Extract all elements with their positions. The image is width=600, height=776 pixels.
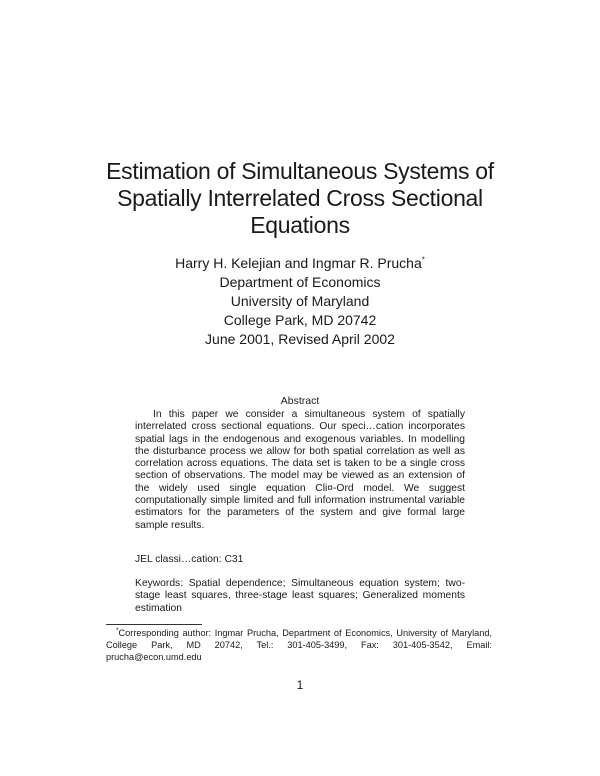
paper-date: June 2001, Revised April 2002	[205, 331, 395, 347]
footnote	[106, 627, 492, 664]
title-line-1: Estimation of Simultaneous Systems of	[106, 158, 494, 184]
footnote-text: Corresponding author: Ingmar Prucha, Department of Economics, University of Maryland, College Park, MD 20742, Tel.: 301-405-3499, Fax: 301-405-3542, Email: prucha@econ.umd.edu	[106, 628, 492, 663]
author-footnote-marker: *	[421, 255, 425, 265]
title-line-3: Equations	[250, 212, 350, 238]
abstract-body	[135, 409, 465, 532]
keywords: Keywords: Spatial dependence; Simultaneous equation system; two-stage least squares, three-stage least squares; Generalized moments estimation	[135, 578, 465, 614]
abstract-text: In this paper we consider a simultaneous system of spatially interrelated cross sectional equations. Our speci…cation incorporates spatial lags in the endogenous and exogenous variables. In modelling the disturbance process we allow for both spatial correlation as well as correlation across equations. The data set is taken to be a single cross section of observations. The model may be viewed as an extension of the widely used single equation Cli¤-Ord model. We suggest computationally simple limited and full information instrumental variable estimators for the parameters of the system and give formal large sample results.	[135, 409, 465, 531]
paper-title	[60, 158, 540, 239]
abstract-heading: Abstract	[280, 395, 320, 407]
page-number: 1	[296, 678, 304, 692]
address: College Park, MD 20742	[223, 312, 377, 328]
footnote-marker: *	[116, 626, 119, 634]
title-line-2: Spatially Interrelated Cross Sectional	[117, 185, 483, 211]
author-block	[60, 254, 540, 330]
author-names-line	[60, 254, 540, 273]
footnote-paragraph	[106, 627, 492, 664]
footnote-rule	[106, 624, 202, 625]
university: University of Maryland	[230, 293, 370, 309]
author-names: Harry H. Kelejian and Ingmar R. Prucha	[175, 255, 422, 271]
department: Department of Economics	[219, 274, 381, 290]
jel-classification: JEL classi…cation: C31	[135, 554, 244, 565]
